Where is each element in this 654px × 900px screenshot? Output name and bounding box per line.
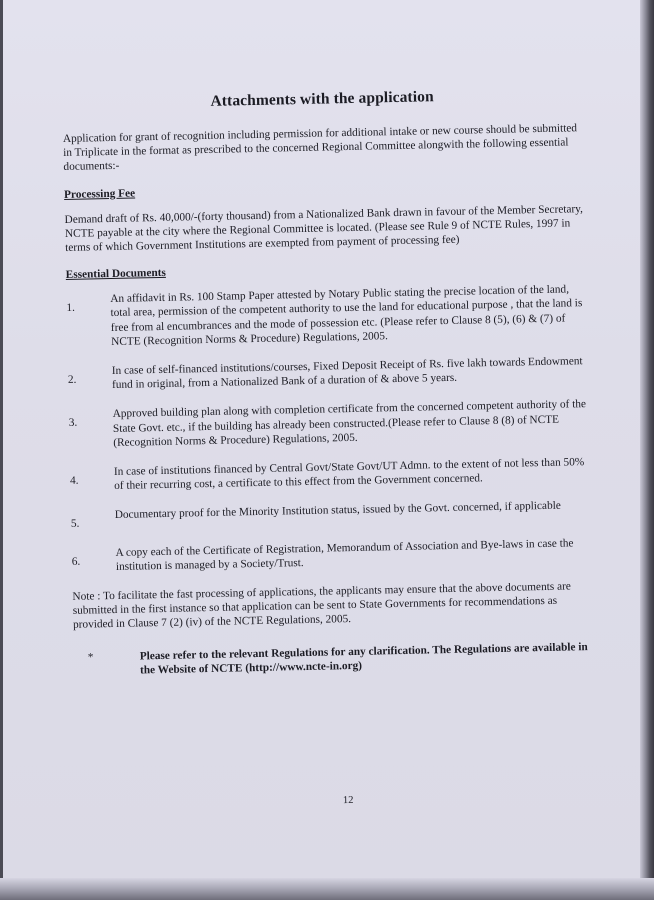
note-paragraph: Note : To facilitate the fast processing of applications, the applicants may ensure that the above documents are submitted in the first instance so that application can be sent to State Governments for recommendations as provided in Clause 7 (2) (iv) of the NCTE Regulations, 2005. [72, 580, 571, 632]
list-item [71, 498, 591, 531]
list-item-number: 6. [71, 555, 81, 568]
intro-paragraph: Application for grant of recognition including permission for additional intake or new course should be submitted in Triplicate in the format as prescribed to the concerned Regional Committee alongwith the following essential documents:- [62, 122, 578, 174]
processing-fee-paragraph: Demand draft of Rs. 40,000/-(forty thousand) from a Nationalized Bank drawn in favour of the Member Secretary, NCTE payable at the city where the Regional Committee is located. (Please see Rule 9 of NCTE Rules, 1997 in terms of which Government Institutions are exempted from payment of processing fee) [64, 202, 584, 254]
essential-documents-heading: Essential Documents [65, 267, 166, 282]
list-item [69, 397, 590, 450]
footnote [74, 640, 594, 679]
list-item-text: Documentary proof for the Minority Institution status, issued by the Govt. concerned, if applicable [114, 500, 561, 522]
list-item-text: An affidavit in Rs. 100 Stamp Paper attested by Notary Public stating the precise location of the land, total area, permission of the competent authority to use the land for educational purpose , that the land is free from al encumbrances and the mode of possession etc. (Please refer to Clause 8 (5), (6) & (7) of NCTE (Recognition Norms & Procedure) Regulations, 2005. [110, 283, 583, 348]
list-item-number: 2. [67, 373, 77, 386]
list-item-text: A copy each of the Certificate of Registration, Memorandum of Association and Bye-laws in case the institution is managed by a Society/Trust. [115, 537, 574, 573]
list-item-number: 1. [66, 301, 76, 315]
list-item-number: 3. [68, 417, 78, 430]
list-item-text: In case of self-financed institutions/courses, Fixed Deposit Receipt of Rs. five lakh towards Endowment fund in original, from a Nationalized Bank of a duration of & above 5 years. [111, 355, 583, 392]
list-item [68, 354, 588, 393]
list-item-text: Approved building plan along with completion certificate from the concerned competent authority of the State Govt. etc., if the building has already been constructed.(Please refer to Clause 8 (8) of NCTE (Recognition Norms & Procedure) Regulations, 2005. [112, 398, 587, 449]
processing-fee-heading: Processing Fee [63, 187, 136, 201]
essential-documents-list [66, 282, 592, 575]
footnote-text: Please refer to the relevant Regulations for any clarification. The Regulations are available in the Website of NCTE (http://www.ncte-in.org) [139, 640, 588, 677]
list-item-number: 5. [70, 518, 80, 531]
list-item [70, 455, 590, 494]
list-item-text: In case of institutions financed by Central Govt/State Govt/UT Admn. to the extent of not less than 50% of their recurring cost, a certificate to this effect from the Government concerned. [113, 456, 585, 493]
document-title: Attachments with the application [210, 88, 434, 110]
list-item-number: 4. [69, 474, 79, 487]
list-item [66, 282, 587, 350]
scan-bottom-edge [0, 878, 654, 900]
list-item [71, 536, 591, 575]
scan-right-edge [640, 0, 654, 900]
footnote-bullet: * [87, 651, 94, 664]
page-number: 12 [342, 794, 354, 807]
scan-left-edge [0, 0, 3, 900]
document-body [62, 85, 594, 679]
